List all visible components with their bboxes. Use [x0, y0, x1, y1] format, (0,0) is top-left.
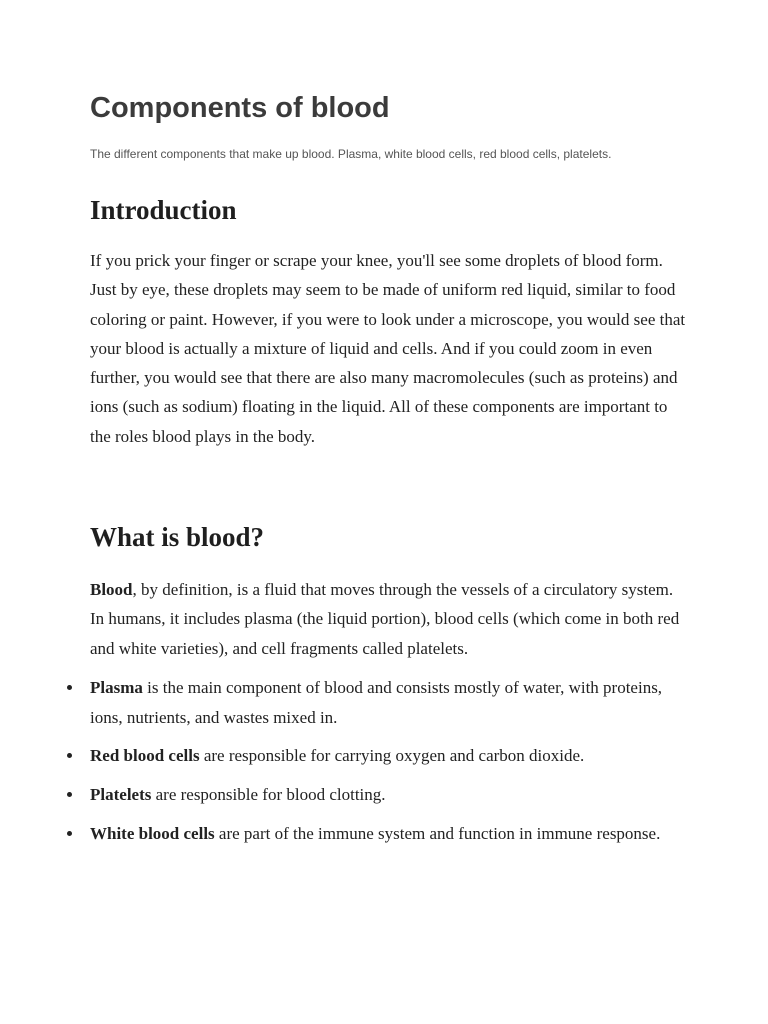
component-term: White blood cells	[90, 824, 215, 843]
component-term: Plasma	[90, 678, 143, 697]
bullet-icon	[67, 753, 72, 758]
bullet-icon	[67, 792, 72, 797]
bullet-icon	[67, 685, 72, 690]
introduction-paragraph: If you prick your finger or scrape your knee, you'll see some droplets of blood form. Just by eye, these droplets may seem to be made of uniform red liquid, similar to food coloring or paint. However, if you were to look under a microscope, you would see that your blood is actually a mixture of liquid and cells. And if you could zoom in even further, you would see that there are also many macromolecules (such as proteins) and ions (such as sodium) floating in the liquid. All of these components are important to the roles blood plays in the body.	[90, 251, 686, 446]
introduction-heading: Introduction	[90, 195, 237, 225]
blood-term: Blood	[90, 580, 133, 599]
list-item-platelets	[90, 780, 690, 810]
what-is-blood-heading: What is blood?	[90, 522, 265, 552]
component-text: are part of the immune system and function in immune response.	[214, 824, 661, 843]
component-term: Platelets	[90, 785, 152, 804]
component-term: Red blood cells	[90, 746, 200, 765]
list-item-red-blood-cells	[90, 741, 690, 771]
list-item-white-blood-cells	[90, 819, 690, 849]
blood-definition-text: , by definition, is a fluid that moves through the vessels of a circulatory system. In humans, it includes plasma (the liquid portion), blood cells (which come in both red and white varieties), and cell fragments called platelets.	[90, 580, 680, 658]
bullet-icon	[67, 831, 72, 836]
page-title: Components of blood	[90, 92, 390, 124]
blood-definition-paragraph	[90, 575, 690, 663]
component-text: are responsible for carrying oxygen and carbon dioxide.	[199, 746, 585, 765]
component-text: are responsible for blood clotting.	[151, 785, 386, 804]
list-item-plasma	[90, 673, 690, 732]
page-subtitle: The different components that make up blood. Plasma, white blood cells, red blood cells, platelets.	[90, 147, 612, 161]
component-text: is the main component of blood and consists mostly of water, with proteins, ions, nutrients, and wastes mixed in.	[90, 678, 663, 727]
